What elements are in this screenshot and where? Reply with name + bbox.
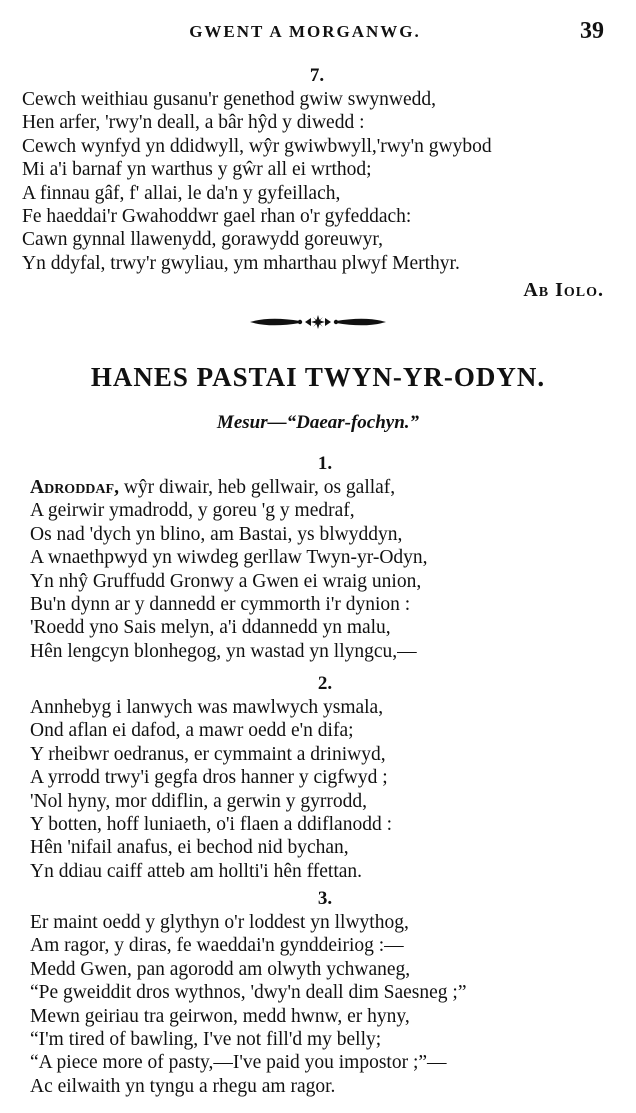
stanza-number: 7. (309, 65, 325, 86)
poem-title: HANES PASTAI TWYN-YR-ODYN. (90, 362, 546, 392)
verse-line: Medd Gwen, pan agorodd am olwyth ychwaneg, (30, 958, 411, 980)
ornament-icon (0, 310, 636, 334)
verse-line: Bu'n dynn ar y dannedd er cymmorth i'r dynion : (30, 594, 411, 616)
verse-line: Cewch weithiau gusanu'r genethod gwiw swynwedd, (22, 89, 437, 110)
verse-line-rest: wŷr diwair, heb gellwair, os gallaf, (118, 477, 396, 498)
verse-line: Mewn geiriau tra geirwon, medd hwnw, er hyny, (30, 1005, 410, 1027)
verse-line: “I'm tired of bawling, I've not fill'd my belly; (30, 1029, 382, 1051)
verse-line: Cawn gynnal llawenydd, gorawydd goreuwyr, (22, 229, 383, 251)
stanza-lines (30, 476, 620, 663)
ornament-divider (0, 310, 636, 334)
verse-line: Ac eilwaith yn tyngu a rhegu am ragor. (30, 1075, 336, 1097)
stanza (30, 452, 620, 663)
verse-line: Yn ddiau caiff atteb am hollti'i hên ffettan. (30, 860, 363, 882)
verse-line: 'Nol hyny, mor ddiflin, a gerwin y gyrrodd, (30, 790, 367, 812)
page-number: 39 (580, 18, 604, 44)
drop-word: Adroddaf, (30, 477, 119, 498)
verse-line (30, 476, 620, 499)
stanza-lines (30, 696, 620, 883)
stanza-lines (22, 88, 612, 275)
verse-line: Ond aflan ei dafod, a mawr oedd e'n difa; (30, 720, 354, 742)
stanza-number: 2. (317, 673, 333, 694)
verse-line: A wnaethpwyd yn wiwdeg gerllaw Twyn-yr-Odyn, (30, 547, 428, 569)
stanza-number: 3. (317, 888, 333, 909)
verse-line: Os nad 'dych yn blino, am Bastai, ys blwyddyn, (30, 523, 403, 545)
stanza (30, 887, 620, 1098)
stanza-lines (30, 911, 620, 1098)
verse-line: Mi a'i barnaf yn warthus y gŵr all ei wrthod; (22, 159, 372, 181)
verse-line: A finnau gâf, f' allai, le da'n y gyfeillach, (22, 182, 341, 204)
verse-line: Hên 'nifail anafus, ei bechod nid bychan, (30, 837, 349, 859)
stanza-number: 1. (317, 453, 333, 474)
stanza (30, 672, 620, 883)
verse-line: “Pe gweiddit dros wythnos, 'dwy'n deall dim Saesneg ;” (30, 982, 467, 1004)
previous-poem-ending (22, 64, 612, 302)
verse-line: Hen arfer, 'rwy'n deall, a bâr hŷd y diwedd : (22, 112, 365, 134)
verse-line: Annhebyg i lanwych was mawlwych ysmala, (30, 697, 384, 718)
verse-line: Hên lengcyn blonhegog, yn wastad yn llyngcu,— (30, 640, 417, 662)
verse-line: Am ragor, y diras, fe waeddai'n gynddeiriog :— (30, 935, 404, 957)
running-head (0, 18, 636, 46)
verse-line: Cewch wynfyd yn ddidwyll, wŷr gwiwbwyll,'rwy'n gwybod (22, 135, 492, 157)
verse-line: Y rheibwr oedranus, er cymmaint a driniwyd, (30, 743, 386, 765)
verse-line: Yn ddyfal, trwy'r gwyliau, ym mharthau plwyf Merthyr. (22, 252, 460, 274)
author-signature: Ab Iolo. (523, 279, 604, 302)
verse-line: Fe haeddai'r Gwahoddwr gael rhan o'r gyfeddach: (22, 206, 412, 228)
verse-line: Yn nhŷ Gruffudd Gronwy a Gwen ei wraig union, (30, 570, 422, 592)
verse-line: A yrrodd trwy'i gegfa dros hanner y cigfwyd ; (30, 767, 388, 789)
poem-meter: Mesur—“Daear-fochyn.” (216, 412, 420, 433)
running-title: GWENT A MORGANWG. (189, 22, 421, 41)
verse-line: 'Roedd yno Sais melyn, a'i ddannedd yn malu, (30, 617, 391, 639)
verse-line: Y botten, hoff luniaeth, o'i flaen a ddiflanodd : (30, 814, 393, 836)
verse-line: A geirwir ymadrodd, y goreu 'g y medraf, (30, 500, 355, 522)
verse-line: Er maint oedd y glythyn o'r loddest yn llwythog, (30, 912, 409, 933)
verse-line: “A piece more of pasty,—I've paid you impostor ;”— (30, 1052, 447, 1074)
